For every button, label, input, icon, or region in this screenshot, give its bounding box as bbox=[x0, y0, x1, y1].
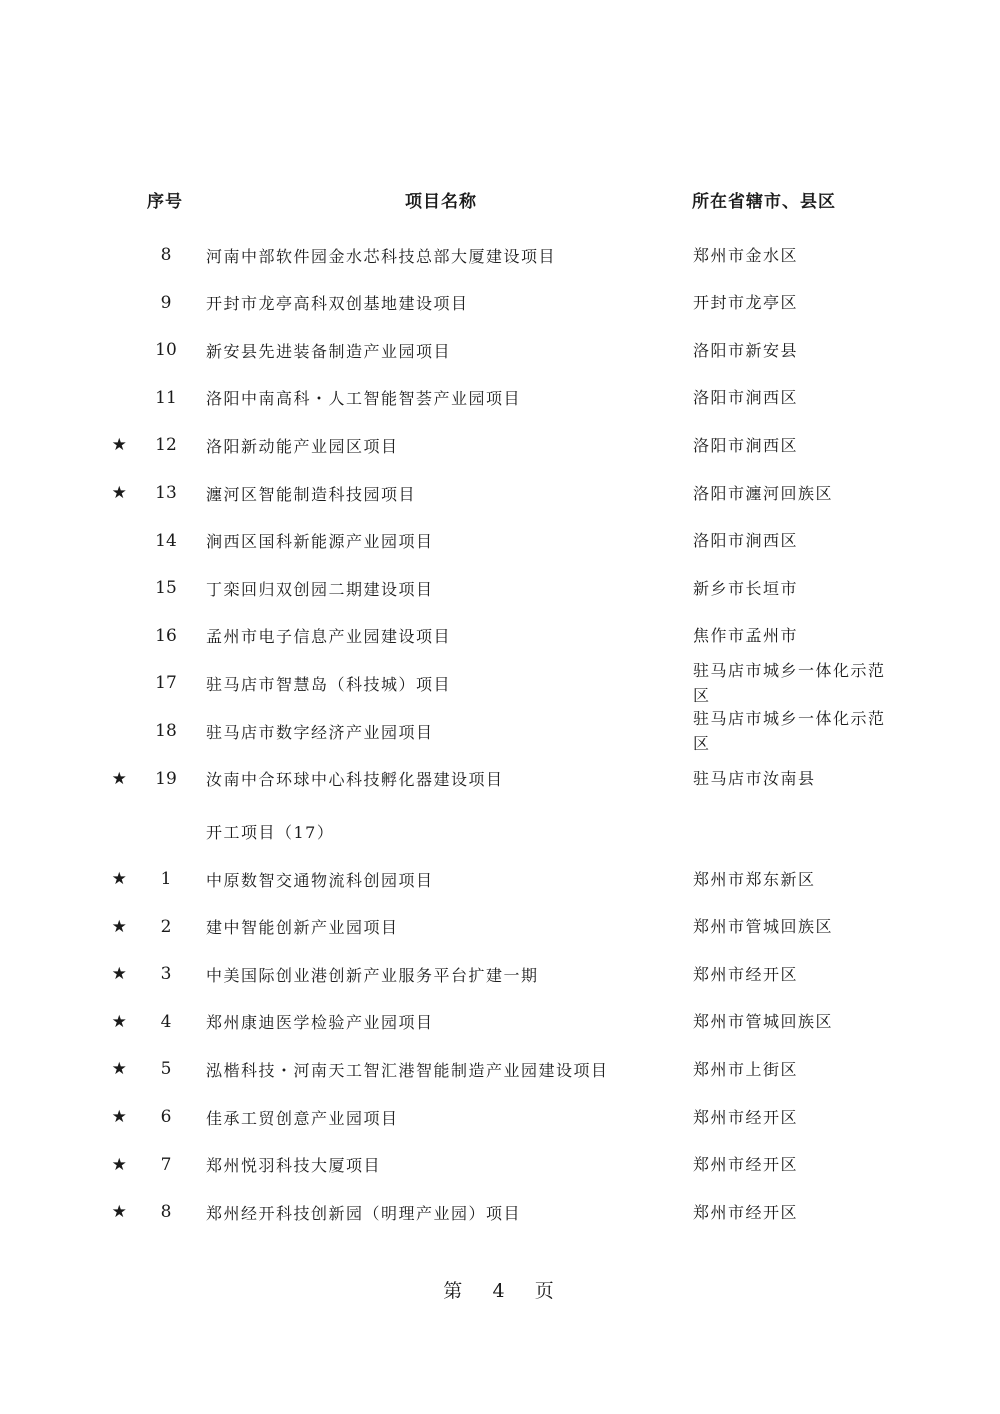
project-location: 郑州市金水区 bbox=[693, 245, 799, 265]
project-name: 河南中部软件园金水芯科技总部大厦建设项目 bbox=[206, 246, 557, 266]
table-row bbox=[0, 1094, 1000, 1140]
row-number: 15 bbox=[155, 578, 177, 599]
project-location: 洛阳市新安县 bbox=[693, 340, 799, 360]
project-location: 焦作市孟州市 bbox=[693, 626, 799, 646]
star-marker bbox=[108, 518, 132, 564]
table-row bbox=[0, 280, 1000, 326]
table-row bbox=[0, 999, 1000, 1045]
project-location: 郑州市经开区 bbox=[693, 1155, 799, 1175]
star-marker: ★ bbox=[111, 916, 129, 937]
row-number: 19 bbox=[155, 768, 177, 789]
project-name: 郑州康迪医学检验产业园项目 bbox=[206, 1013, 434, 1033]
star-marker: ★ bbox=[111, 1202, 129, 1223]
star-marker: ★ bbox=[111, 1154, 129, 1175]
star-marker: ★ bbox=[111, 435, 129, 456]
row-number: 16 bbox=[155, 625, 177, 646]
project-name: 泓楷科技・河南天工智汇港智能制造产业园建设项目 bbox=[206, 1060, 609, 1080]
star-marker: ★ bbox=[111, 1107, 129, 1127]
project-location: 郑州市经开区 bbox=[693, 1107, 799, 1127]
table-row bbox=[0, 470, 1000, 516]
project-name: 汝南中合环球中心科技孵化器建设项目 bbox=[206, 770, 504, 790]
row-number: 6 bbox=[160, 1107, 172, 1127]
row-number: 3 bbox=[160, 964, 172, 985]
project-location: 驻马店市城乡一体化示范区 bbox=[693, 709, 886, 753]
star-marker bbox=[108, 375, 132, 421]
star-marker: ★ bbox=[111, 1011, 129, 1032]
project-location: 郑州市管城回族区 bbox=[693, 917, 834, 937]
row-number: 1 bbox=[160, 869, 172, 889]
table-row bbox=[0, 613, 1000, 659]
project-name: 洛阳新动能产业园区项目 bbox=[206, 436, 399, 456]
table-row bbox=[0, 756, 1000, 802]
page-number: 4 bbox=[492, 1280, 508, 1302]
project-name: 孟州市电子信息产业园建设项目 bbox=[206, 627, 452, 647]
row-number: 13 bbox=[155, 483, 177, 503]
star-marker: ★ bbox=[111, 869, 129, 889]
table-row bbox=[0, 660, 1000, 706]
page-suffix: 页 bbox=[534, 1280, 557, 1302]
star-marker: ★ bbox=[111, 483, 129, 503]
star-marker: ★ bbox=[111, 1059, 129, 1080]
row-number: 17 bbox=[155, 673, 177, 694]
table-row bbox=[0, 422, 1000, 468]
table-row bbox=[0, 518, 1000, 564]
table-row bbox=[0, 375, 1000, 421]
project-location: 驻马店市城乡一体化示范区 bbox=[693, 661, 886, 706]
project-name: 佳承工贸创意产业园项目 bbox=[206, 1108, 399, 1128]
project-name: 中美国际创业港创新产业服务平台扩建一期 bbox=[206, 965, 539, 985]
star-marker bbox=[108, 565, 132, 611]
page-footer bbox=[0, 1276, 1000, 1303]
project-location: 洛阳市涧西区 bbox=[693, 388, 799, 408]
header-seq: 序号 bbox=[147, 192, 183, 212]
project-location: 洛阳市涧西区 bbox=[693, 435, 799, 455]
star-marker bbox=[108, 613, 132, 659]
project-location: 郑州市郑东新区 bbox=[693, 869, 816, 889]
table-row bbox=[0, 708, 1000, 754]
project-name: 洛阳中南高科・人工智能智荟产业园项目 bbox=[206, 389, 522, 409]
header-location: 所在省辖市、县区 bbox=[692, 192, 836, 212]
row-number: 12 bbox=[155, 435, 177, 456]
row-number: 11 bbox=[155, 387, 177, 408]
table-row bbox=[0, 232, 1000, 278]
table-row bbox=[0, 951, 1000, 997]
row-number: 5 bbox=[160, 1059, 172, 1080]
project-name: 郑州悦羽科技大厦项目 bbox=[206, 1156, 382, 1176]
project-location: 开封市龙亭区 bbox=[693, 293, 799, 313]
project-name: 开封市龙亭高科双创基地建设项目 bbox=[206, 294, 469, 314]
project-name: 新安县先进装备制造产业园项目 bbox=[206, 341, 452, 361]
project-name: 丁栾回归双创园二期建设项目 bbox=[206, 579, 434, 599]
row-number: 4 bbox=[160, 1011, 172, 1032]
project-location: 驻马店市汝南县 bbox=[693, 769, 816, 789]
section-header-row bbox=[0, 808, 1000, 854]
project-name: 中原数智交通物流科创园项目 bbox=[206, 870, 434, 890]
project-location: 洛阳市涧西区 bbox=[693, 531, 799, 551]
project-name: 驻马店市数字经济产业园项目 bbox=[206, 722, 434, 742]
page-prefix: 第 bbox=[443, 1280, 466, 1302]
table-row bbox=[0, 1046, 1000, 1092]
row-number: 10 bbox=[155, 340, 177, 361]
star-marker bbox=[108, 660, 132, 706]
row-number: 9 bbox=[160, 292, 172, 313]
star-marker: ★ bbox=[111, 768, 129, 789]
project-location: 新乡市长垣市 bbox=[693, 578, 799, 598]
table-row bbox=[0, 327, 1000, 373]
project-location: 郑州市经开区 bbox=[693, 964, 799, 984]
row-number: 2 bbox=[160, 916, 172, 937]
project-location: 郑州市上街区 bbox=[693, 1059, 799, 1079]
project-name: 郑州经开科技创新园（明理产业园）项目 bbox=[206, 1203, 522, 1223]
table-row bbox=[0, 904, 1000, 950]
row-number: 8 bbox=[160, 245, 172, 265]
project-name: 建中智能创新产业园项目 bbox=[206, 918, 399, 938]
row-number: 18 bbox=[155, 721, 177, 741]
star-marker bbox=[108, 708, 132, 754]
table-row bbox=[0, 856, 1000, 902]
project-location: 郑州市管城回族区 bbox=[693, 1012, 834, 1032]
project-location: 洛阳市瀍河回族区 bbox=[693, 483, 834, 503]
table-row bbox=[0, 565, 1000, 611]
section-title: 开工项目（17） bbox=[206, 822, 335, 842]
table-row bbox=[0, 1189, 1000, 1235]
star-marker bbox=[108, 232, 132, 278]
table-row bbox=[0, 1142, 1000, 1188]
row-number: 14 bbox=[155, 530, 177, 551]
project-name: 瀍河区智能制造科技园项目 bbox=[206, 484, 417, 504]
header-project-name: 项目名称 bbox=[405, 192, 477, 212]
row-number: 8 bbox=[160, 1202, 172, 1223]
project-name: 涧西区国科新能源产业园项目 bbox=[206, 532, 434, 552]
project-name: 驻马店市智慧岛（科技城）项目 bbox=[206, 674, 452, 694]
row-number: 7 bbox=[160, 1154, 172, 1175]
star-marker: ★ bbox=[111, 964, 129, 985]
project-location: 郑州市经开区 bbox=[693, 1202, 799, 1222]
star-marker bbox=[108, 280, 132, 326]
star-marker bbox=[108, 327, 132, 373]
